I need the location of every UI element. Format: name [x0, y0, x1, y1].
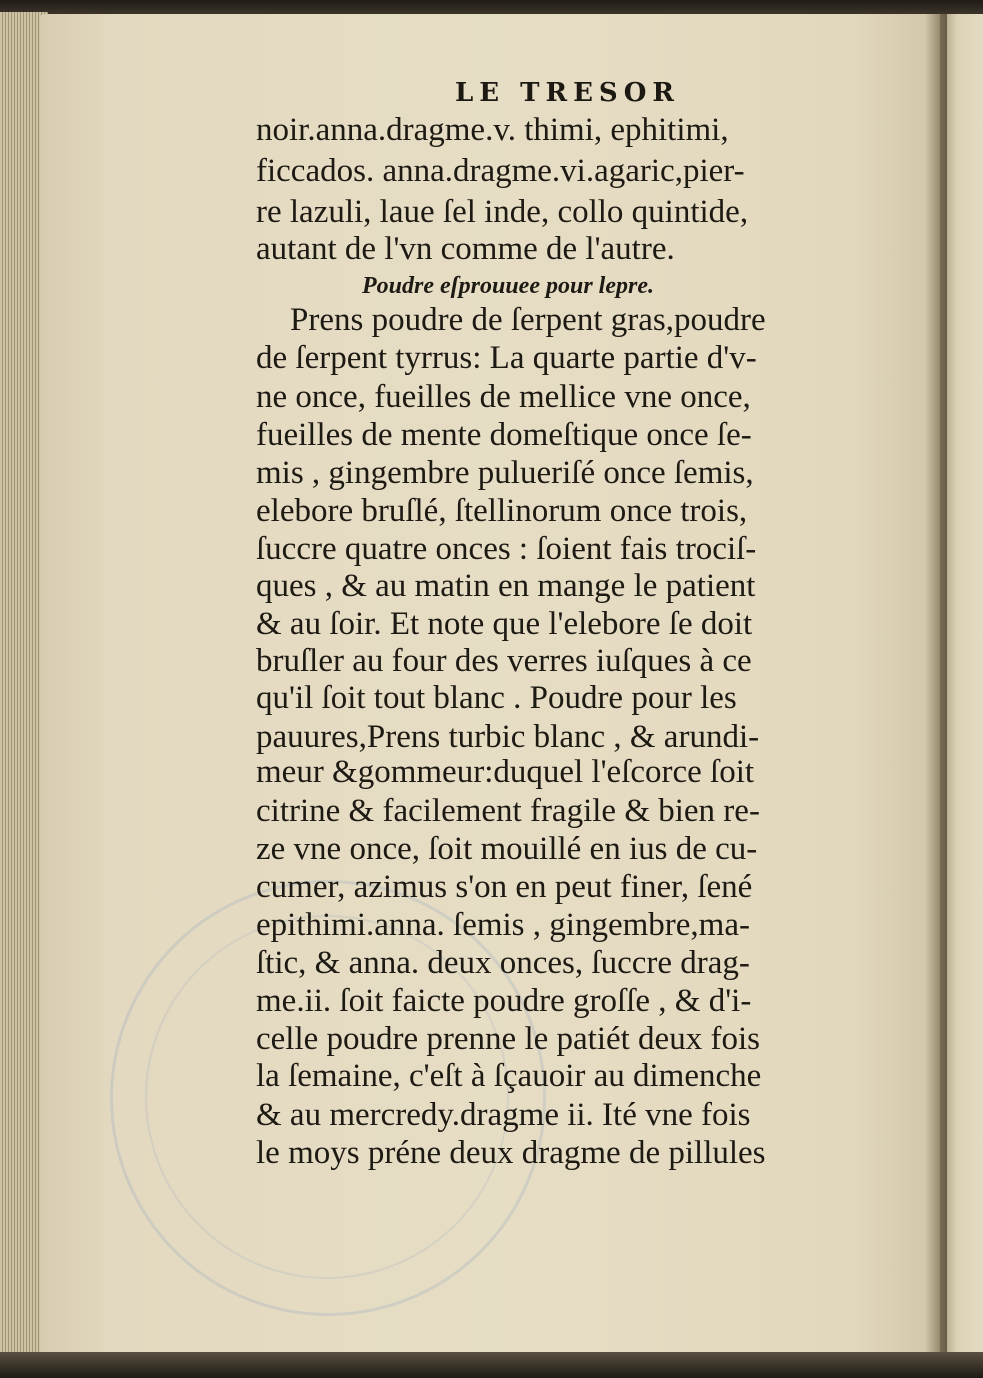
- text-line: cumer, azimus s'on en peut finer, ſené: [256, 869, 753, 905]
- text-line: ſtic, & anna. deux onces, ſuccre drag-: [256, 945, 750, 981]
- text-line: & au ſoir. Et note que l'elebore ſe doit: [256, 606, 753, 642]
- text-line: citrine & facilement fragile & bien re-: [256, 793, 760, 829]
- book-bottom-edge: [0, 1352, 983, 1378]
- text-line: meur &gommeur:duquel l'eſcorce ſoit: [256, 754, 755, 790]
- text-line: elebore bruſlé, ſtellinorum once trois,: [256, 493, 748, 529]
- text-line: noir.anna.dragme.v. thimi, ephitimi,: [256, 112, 729, 148]
- text-line: bruſler au four des verres iuſques à ce: [256, 643, 752, 679]
- text-line: mis , gingembre pulueriſé once ſemis,: [256, 455, 754, 491]
- text-line: qu'il ſoit tout blanc . Poudre pour les: [256, 680, 737, 716]
- text-line: ficcados. anna.dragme.vi.agaric,pier-: [256, 153, 745, 189]
- text-line: ſuccre quatre onces : ſoient fais trociſ-: [256, 531, 757, 567]
- text-line: celle poudre prenne le patiét deux fois: [256, 1021, 760, 1057]
- text-line: ques , & au matin en mange le patient: [256, 568, 756, 604]
- text-line: pauures,Prens turbic blanc , & arundi-: [256, 719, 760, 755]
- text-line: me.ii. ſoit faicte poudre groſſe , & d'i-: [256, 983, 752, 1019]
- text-line: de ſerpent tyrrus: La quarte partie d'v-: [256, 340, 757, 376]
- text-line: le moys préne deux dragme de pillules: [256, 1135, 766, 1171]
- text-line: epithimi.anna. ſemis , gingembre,ma-: [256, 907, 750, 943]
- text-line: ne once, fueilles de mellice vne once,: [256, 379, 751, 415]
- text-line: la ſemaine, c'eſt à ſçauoir au dimenche: [256, 1058, 762, 1094]
- text-line: autant de l'vn comme de l'autre.: [256, 231, 675, 267]
- section-heading: Poudre eſprouuee pour lepre.: [362, 273, 654, 299]
- text-line: ze vne once, ſoit mouillé en ius de cu-: [256, 831, 758, 867]
- gutter-shadow: [925, 14, 947, 1354]
- text-line: fueilles de mente domeſtique once ſe-: [256, 417, 752, 453]
- text-line: Prens poudre de ſerpent gras,poudre: [290, 302, 766, 338]
- text-line: re lazuli, laue ſel inde, collo quintide,: [256, 194, 749, 230]
- text-line: & au mercredy.dragme ii. Ité vne fois: [256, 1097, 751, 1133]
- running-title: LE TRESOR: [455, 78, 680, 108]
